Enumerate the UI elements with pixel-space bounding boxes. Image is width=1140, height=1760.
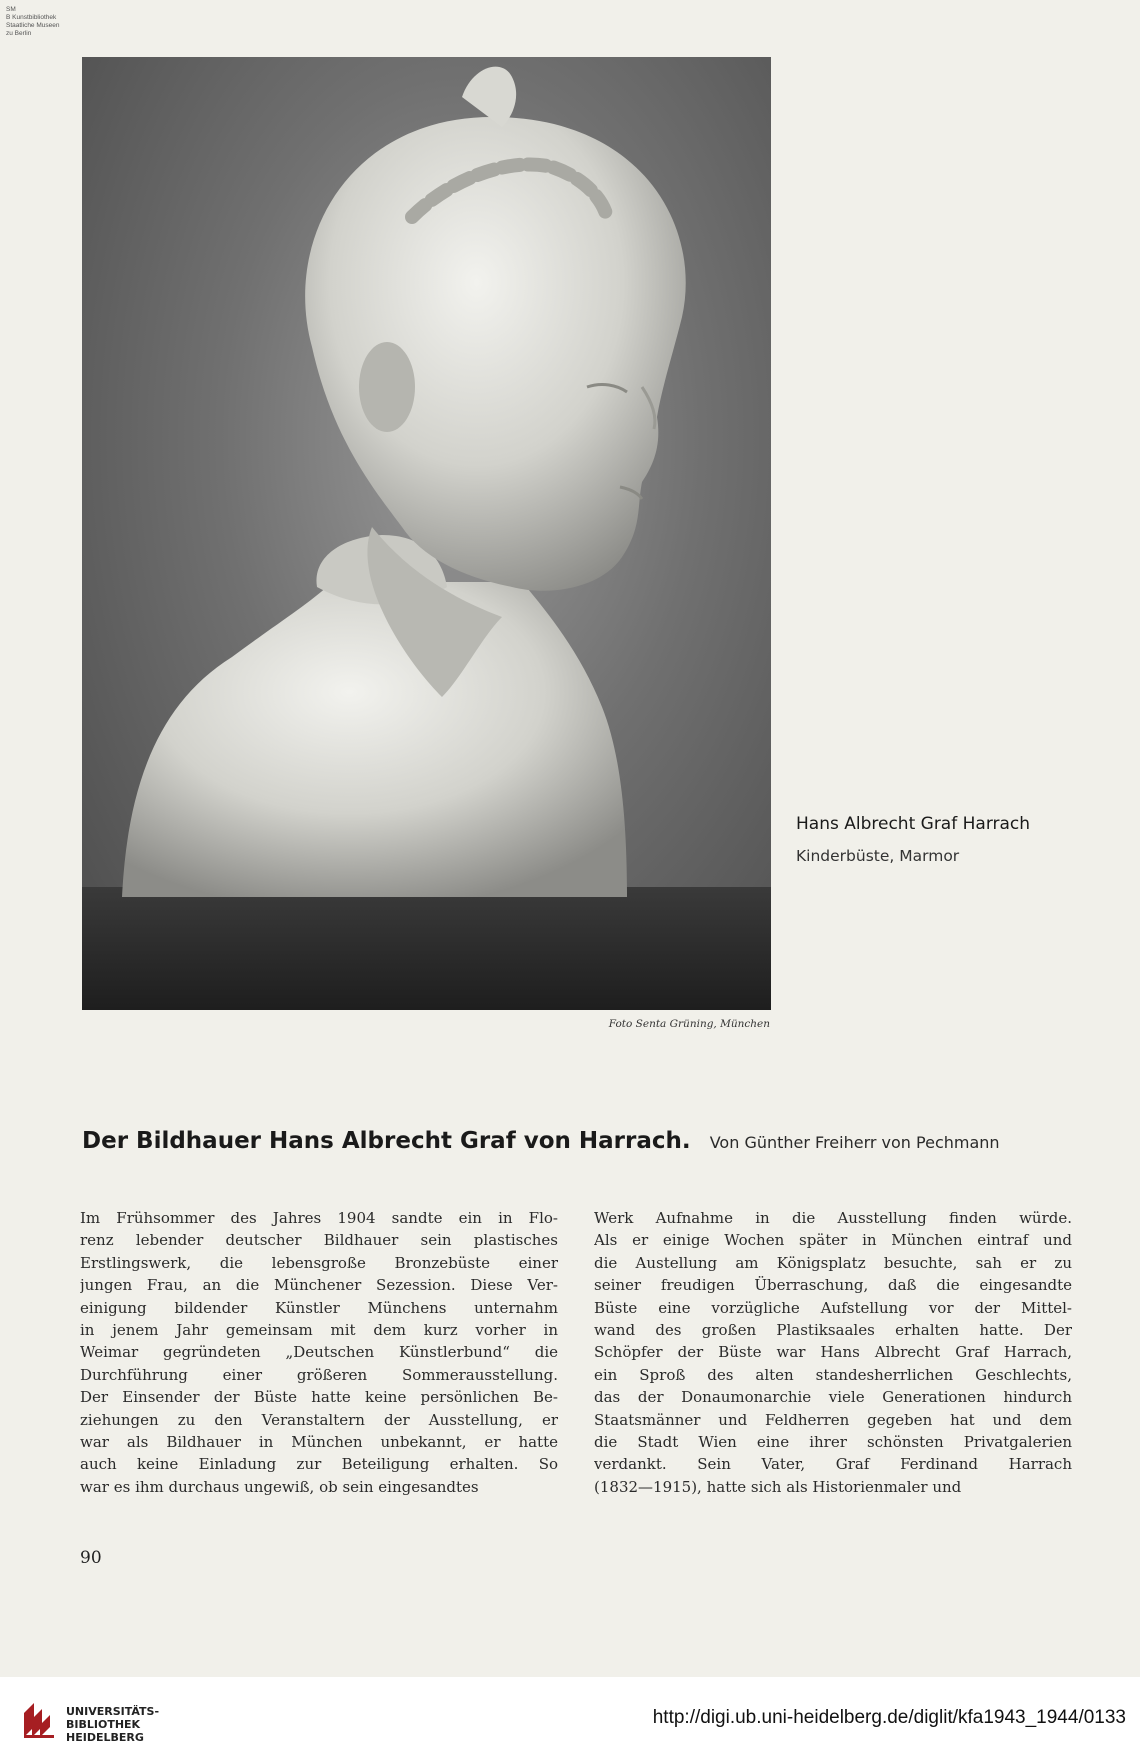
text-line: Erstlingswerk, die lebensgroße Bronzebüste einer [80, 1253, 558, 1272]
text-line: (1832—1915), hatte sich als Historienmaler und [594, 1477, 962, 1496]
bust-photograph [82, 57, 771, 1010]
text-line: Staatsmänner und Feldherren gegeben hat und dem [594, 1410, 1072, 1429]
text-line: auch keine Einladung zur Beteiligung erhalten. So [80, 1455, 558, 1474]
article-title: Der Bildhauer Hans Albrecht Graf von Harrach. [82, 1128, 691, 1154]
text-line: die Austellung am Königsplatz besuchte, sah er zu [594, 1253, 1072, 1272]
text-line: ein Sproß des alten standesherrlichen Geschlechts, [594, 1365, 1072, 1384]
text-line: Büste eine vorzügliche Aufstellung vor der Mittel- [594, 1298, 1072, 1317]
page-number: 90 [80, 1548, 102, 1568]
article-author: Von Günther Freiherr von Pechmann [709, 1133, 1000, 1152]
text-line: war als Bildhauer in München unbekannt, er hatte [80, 1433, 558, 1452]
text-line: renz lebender deutscher Bildhauer sein plastisches [80, 1231, 558, 1250]
library-logo-icon[interactable] [20, 1699, 62, 1741]
stamp-line: zu Berlin [6, 30, 32, 37]
text-line: Werk Aufnahme in die Ausstellung finden würde. [594, 1209, 1072, 1227]
stamp-line: Staatliche Museen [6, 22, 60, 29]
figure-caption-title: Hans Albrecht Graf Harrach [796, 814, 1031, 834]
photo-credit: Foto Senta Grüning, München [608, 1018, 770, 1030]
permalink-url[interactable]: http://digi.ub.uni-heidelberg.de/diglit/kfa1943_1944/0133 [652, 1707, 1126, 1728]
text-line: wand des großen Plastiksaales erhalten hatte. Der [594, 1321, 1072, 1340]
text-line: jungen Frau, an die Münchener Sezession. Diese Ver- [80, 1276, 558, 1295]
text-line: war es ihm durchaus ungewiß, ob sein eingesandtes [80, 1477, 479, 1496]
text-column-left [80, 1207, 558, 1498]
text-line: Als er einige Wochen später in München eintraf und [594, 1231, 1072, 1250]
marble-bust-illustration [82, 57, 771, 1010]
stamp-line: SM [6, 6, 16, 13]
text-line: Durchführung einer größeren Sommerausstellung. [80, 1365, 558, 1384]
library-name[interactable] [66, 1705, 159, 1744]
text-line: ziehungen zu den Veranstaltern der Ausstellung, er [80, 1410, 558, 1429]
library-name-line: BIBLIOTHEK [66, 1718, 141, 1731]
library-stamp [6, 6, 96, 38]
text-line: die Stadt Wien eine ihrer schönsten Privatgalerien [594, 1433, 1072, 1452]
text-line: das der Donaumonarchie viele Generationen hindurch [594, 1388, 1072, 1407]
article-headline [82, 1128, 1062, 1154]
stamp-line: B Kunstbibliothek [6, 14, 57, 21]
text-line: in jenem Jahr gemeinsam mit dem kurz vorher in [80, 1321, 558, 1340]
text-line: verdankt. Sein Vater, Graf Ferdinand Harrach [594, 1455, 1072, 1474]
viewer-footer [0, 1677, 1140, 1760]
text-line: Weimar gegründeten „Deutschen Künstlerbund“ die [80, 1343, 558, 1362]
library-name-line: HEIDELBERG [66, 1731, 144, 1744]
library-name-line: UNIVERSITÄTS- [66, 1705, 160, 1718]
figure-caption-subtitle: Kinderbüste, Marmor [796, 847, 960, 865]
text-column-right [594, 1207, 1072, 1498]
text-line: seiner freudigen Überraschung, daß die eingesandte [594, 1276, 1072, 1295]
text-line: Schöpfer der Büste war Hans Albrecht Graf Harrach, [594, 1343, 1072, 1362]
text-line: Im Frühsommer des Jahres 1904 sandte ein in Flo- [80, 1209, 558, 1227]
text-line: einigung bildender Künstler Münchens unternahm [80, 1298, 558, 1317]
text-line: Der Einsender der Büste hatte keine persönlichen Be- [80, 1388, 558, 1407]
